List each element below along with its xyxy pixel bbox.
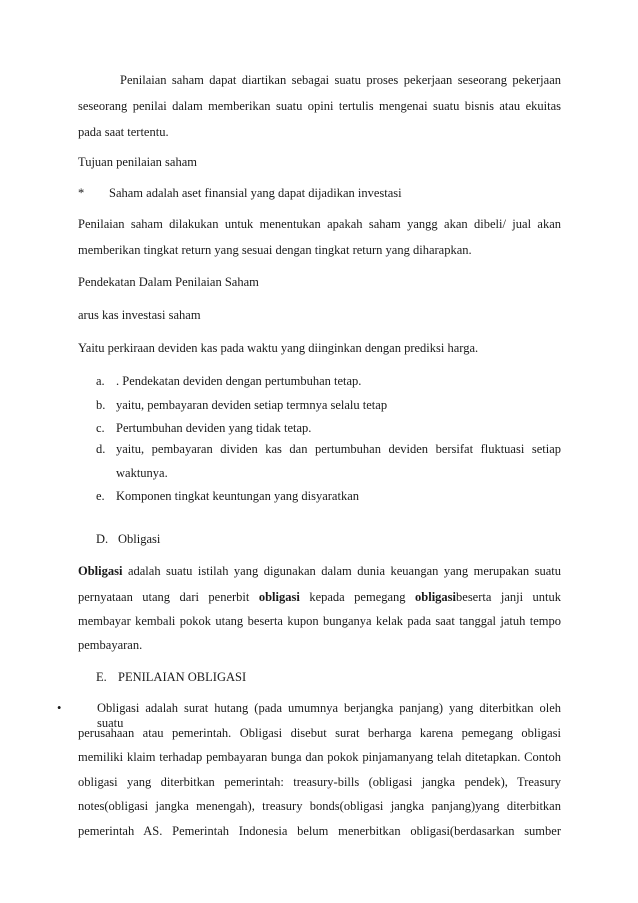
paragraph-line: seseorang penilai dalam memberikan suatu opini tertulis mengenai suatu bisnis atau ekuitas [78,99,561,113]
bullet-marker: * [78,186,85,200]
list-item: Pertumbuhan deviden yang tidak tetap. [116,421,312,435]
text-run: adalah suatu istilah yang digunakan dalam dunia keuangan yang merupakan suatu [127,564,561,578]
list-item: Komponen tingkat keuntungan yang disyaratkan [116,489,359,503]
section-heading: Tujuan penilaian saham [78,155,197,169]
paragraph-line [78,564,561,579]
paragraph-line: pada saat tertentu. [78,125,169,139]
paragraph-line: Penilaian saham dapat diartikan sebagai suatu proses pekerjaan seseorang pekerjaan [120,73,561,87]
text-run: kepada pemegang [309,590,406,604]
paragraph-line: obligasi yang diterbitkan pemerintah: treasury-bills (obligasi jangka pendek), Treasury [78,775,561,789]
paragraph-line: Yaitu perkiraan deviden kas pada waktu yang diinginkan dengan prediksi harga. [78,341,479,355]
list-label: d. [96,442,106,456]
paragraph-line: Obligasi adalah surat hutang (pada umumnya berjangka panjang) yang diterbitkan oleh suatu [97,701,561,730]
paragraph-line [78,590,561,605]
bold-term: obligasi [258,590,300,604]
section-heading: Obligasi [118,532,161,546]
section-label: E. [96,670,107,684]
text-run: pernyataan utang dari penerbit [78,590,250,604]
paragraph-line: membayar kembali pokok utang beserta kupon bunganya kelak pada saat tanggal jatuh tempo [78,614,561,628]
text-run: beserta janji untuk [456,590,562,604]
bullet-marker: • [57,701,62,715]
bold-term: Obligasi [78,564,123,578]
list-label: e. [96,489,105,503]
list-item: . Pendekatan deviden dengan pertumbuhan tetap. [116,374,362,388]
paragraph-line: memiliki klaim terhadap pembayaran bunga dan pokok pinjamanyang telah ditetapkan. Contoh [78,750,561,764]
list-label: a. [96,374,105,388]
paragraph-line: pembayaran. [78,638,143,652]
paragraph-line: memberikan tingkat return yang sesuai dengan tingkat return yang diharapkan. [78,243,472,257]
section-heading: PENILAIAN OBLIGASI [118,670,247,684]
section-heading: arus kas investasi saham [78,308,201,322]
list-item: yaitu, pembayaran dividen kas dan pertumbuhan deviden bersifat fluktuasi setiap [116,442,561,456]
paragraph-line: notes(obligasi jangka menengah), treasury bonds(obligasi jangka panjang)yang diterbitkan [78,799,561,813]
list-item-continuation: waktunya. [116,466,168,480]
section-heading: Pendekatan Dalam Penilaian Saham [78,275,259,289]
bullet-text: Saham adalah aset finansial yang dapat dijadikan investasi [109,186,402,200]
section-label: D. [96,532,109,546]
list-label: c. [96,421,105,435]
paragraph-line: perusahaan atau pemerintah. Obligasi disebut surat berharga karena pemegang obligasi [78,726,561,740]
list-label: b. [96,398,106,412]
bold-term: obligasi [415,590,457,604]
list-item: yaitu, pembayaran deviden setiap termnya selalu tetap [116,398,388,412]
paragraph-line: Penilaian saham dilakukan untuk menentukan apakah saham yangg akan dibeli/ jual akan [78,217,561,231]
paragraph-line: pemerintah AS. Pemerintah Indonesia belum menerbitkan obligasi(berdasarkan sumber [78,824,561,838]
